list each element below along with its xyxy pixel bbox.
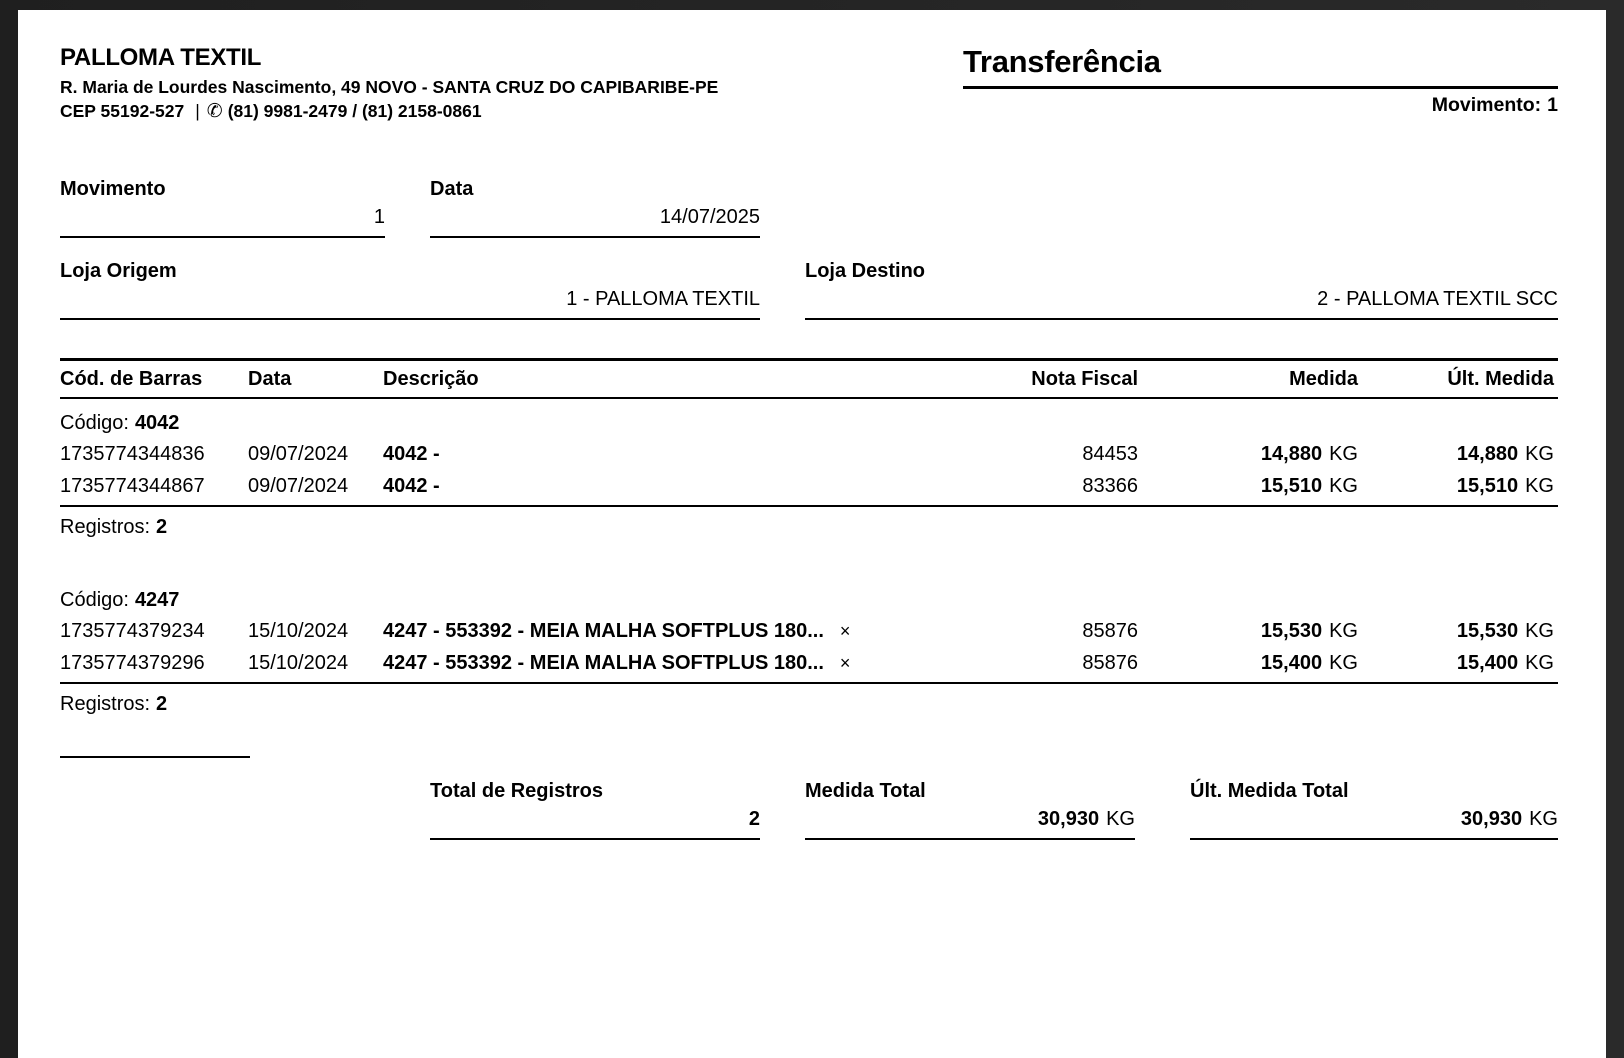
cell-nota-fiscal: 84453 — [1082, 443, 1138, 465]
group-code-label: Código: — [60, 589, 129, 611]
x-mark: × — [839, 653, 851, 673]
col-header-barcode: Cód. de Barras — [60, 368, 203, 390]
field-movimento-label: Movimento — [60, 178, 166, 200]
ult-medida-total-value — [1190, 806, 1558, 838]
x-mark: × — [839, 621, 851, 641]
medida-value: 15,400 — [1260, 652, 1323, 674]
table-row — [60, 438, 1558, 470]
ult-medida-unit: KG — [1525, 443, 1554, 465]
cell-nota-fiscal: 83366 — [1082, 475, 1138, 497]
separator: | — [195, 101, 200, 121]
ult-medida-total — [1190, 778, 1558, 840]
medida-unit: KG — [1329, 475, 1358, 497]
table-row — [60, 470, 1558, 502]
cell-medida — [1138, 615, 1358, 647]
medida-unit: KG — [1329, 620, 1358, 642]
medida-value: 15,530 — [1260, 620, 1323, 642]
registros-label: Registros: — [60, 516, 151, 538]
phone-icon: ✆ — [206, 101, 223, 122]
group-rows — [60, 438, 1558, 507]
cell-description — [383, 470, 923, 502]
medida-total — [805, 778, 1135, 840]
totals-row — [60, 778, 1558, 840]
ult-medida-unit: KG — [1525, 620, 1554, 642]
description-text: 4247 - 553392 - MEIA MALHA SOFTPLUS 180... — [383, 652, 824, 674]
ult-medida-unit: KG — [1525, 475, 1554, 497]
ult-medida-value: 15,510 — [1456, 475, 1519, 497]
cell-date: 15/10/2024 — [248, 652, 349, 674]
group-code-label: Código: — [60, 412, 129, 434]
registros-count: 2 — [156, 516, 168, 538]
medida-unit: KG — [1329, 443, 1358, 465]
company-contact — [60, 99, 718, 124]
cell-barcode: 1735774344836 — [60, 443, 205, 465]
movement-label: Movimento: — [1431, 94, 1542, 116]
group-code-value: 4247 — [134, 589, 180, 611]
cell-nota-fiscal: 85876 — [1082, 652, 1138, 674]
medida-total-number: 30,930 — [1037, 808, 1100, 830]
description-text: 4247 - 553392 - MEIA MALHA SOFTPLUS 180... — [383, 620, 824, 642]
col-header-ult-medida: Últ. Medida — [1447, 368, 1554, 390]
cell-nota-fiscal: 85876 — [1082, 620, 1138, 642]
fields-row-2 — [60, 258, 1558, 320]
field-loja-destino — [805, 258, 1558, 320]
field-movimento-value: 1 — [373, 206, 385, 228]
ult-medida-total-number: 30,930 — [1460, 808, 1523, 830]
ult-medida-value: 14,880 — [1456, 443, 1519, 465]
cell-date: 09/07/2024 — [248, 443, 349, 465]
table-header-row — [60, 358, 1558, 399]
cell-medida — [1138, 647, 1358, 679]
description-text: 4042 - — [383, 443, 440, 465]
field-loja-origem-value: 1 - PALLOMA TEXTIL — [566, 288, 760, 310]
group-registros — [60, 512, 1558, 542]
report-movement — [963, 93, 1558, 117]
cell-date: 09/07/2024 — [248, 475, 349, 497]
medida-unit: KG — [1329, 652, 1358, 674]
medida-total-label: Medida Total — [805, 780, 926, 802]
ult-medida-unit: KG — [1525, 652, 1554, 674]
cell-ult-medida — [1358, 647, 1558, 679]
report-page — [18, 10, 1606, 1058]
table-row — [60, 615, 1558, 647]
field-loja-destino-value: 2 - PALLOMA TEXTIL SCC — [1317, 288, 1558, 310]
company-name: PALLOMA TEXTIL — [60, 44, 262, 71]
cell-date: 15/10/2024 — [248, 620, 349, 642]
cell-description — [383, 647, 923, 679]
item-group — [60, 585, 1558, 719]
company-cep: CEP 55192-527 — [60, 101, 185, 121]
company-address: R. Maria de Lourdes Nascimento, 49 NOVO - SANTA CRUZ DO CAPIBARIBE-PE — [60, 77, 719, 97]
field-data-label: Data — [430, 178, 474, 200]
cell-barcode: 1735774344867 — [60, 475, 205, 497]
ult-medida-total-label: Últ. Medida Total — [1190, 780, 1349, 802]
registros-count: 2 — [156, 693, 168, 715]
ult-medida-total-unit: KG — [1529, 808, 1558, 830]
fields-row-1 — [60, 176, 1558, 238]
total-registros-value: 2 — [748, 808, 760, 830]
ult-medida-value: 15,530 — [1456, 620, 1519, 642]
field-movimento — [60, 176, 385, 238]
cell-ult-medida — [1358, 470, 1558, 502]
cell-ult-medida — [1358, 615, 1558, 647]
cell-barcode: 1735774379296 — [60, 652, 205, 674]
items-table — [60, 358, 1558, 719]
table-row — [60, 647, 1558, 679]
field-loja-origem — [60, 258, 760, 320]
group-code-line — [60, 585, 1558, 615]
group-registros — [60, 689, 1558, 719]
medida-value: 15,510 — [1260, 475, 1323, 497]
medida-total-value — [805, 806, 1135, 838]
col-header-date: Data — [248, 368, 292, 390]
medida-value: 14,880 — [1260, 443, 1323, 465]
movement-value: 1 — [1547, 94, 1558, 116]
group-rows — [60, 615, 1558, 684]
cell-description — [383, 615, 923, 647]
field-data-value: 14/07/2025 — [659, 206, 760, 228]
cell-description — [383, 438, 923, 470]
col-header-medida: Medida — [1289, 368, 1358, 390]
registros-label: Registros: — [60, 693, 151, 715]
field-loja-destino-label: Loja Destino — [805, 260, 926, 282]
field-data — [430, 176, 760, 238]
report-header — [60, 44, 1558, 124]
description-text: 4042 - — [383, 475, 440, 497]
col-header-description: Descrição — [383, 368, 479, 390]
group-code-line — [60, 408, 1558, 438]
report-title: Transferência — [963, 44, 1558, 89]
group-code-value: 4042 — [134, 412, 180, 434]
medida-total-unit: KG — [1106, 808, 1135, 830]
company-phones: (81) 9981-2479 / (81) 2158-0861 — [227, 101, 482, 121]
company-block — [60, 44, 718, 124]
cell-medida — [1138, 470, 1358, 502]
total-registros — [430, 778, 760, 840]
item-group — [60, 408, 1558, 542]
col-header-nota-fiscal: Nota Fiscal — [1031, 368, 1138, 390]
signature-line — [60, 756, 250, 758]
form-fields — [60, 176, 1558, 320]
cell-medida — [1138, 438, 1358, 470]
cell-barcode: 1735774379234 — [60, 620, 205, 642]
report-title-block — [963, 44, 1558, 117]
ult-medida-value: 15,400 — [1456, 652, 1519, 674]
field-loja-origem-label: Loja Origem — [60, 260, 177, 282]
total-registros-label: Total de Registros — [430, 780, 603, 802]
cell-ult-medida — [1358, 438, 1558, 470]
